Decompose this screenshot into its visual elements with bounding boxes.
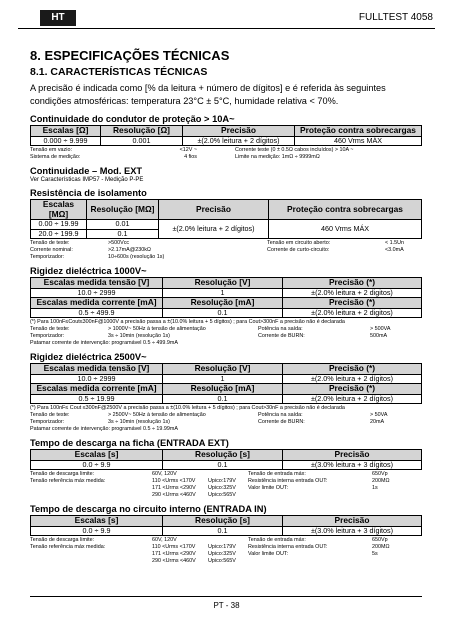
discharge-ext-notes bbox=[30, 471, 422, 499]
table-cell: 1 bbox=[163, 374, 283, 384]
note: Sistema de medição: bbox=[30, 154, 81, 160]
note: 110 <Urms <170V bbox=[152, 478, 196, 484]
table-cell: 20.0 ÷ 199.9 bbox=[31, 229, 87, 239]
dielectric-1000-table bbox=[30, 277, 422, 318]
table-cell: 0.0 ÷ 9.9 bbox=[31, 460, 163, 470]
note: Tensão em vazio: bbox=[30, 147, 72, 153]
note: Corrente nominal: bbox=[30, 247, 73, 253]
table-cell: 0.000 ÷ 9.999 bbox=[31, 136, 101, 146]
note: Resistência interna entrada OUT: bbox=[248, 544, 328, 550]
continuity-notes bbox=[30, 147, 422, 161]
note: Upico:325V bbox=[208, 551, 236, 557]
note: Tensão em circuito aberto: bbox=[267, 240, 331, 246]
note: Upico:565V bbox=[208, 558, 236, 564]
footnote: (*) Para 100nF≤ Cout ≤300nF@2500V a precisão passa a ±(10.0% leitura + 5 dígitos) ; para Cout>30nF a precisão não é declarada bbox=[30, 405, 345, 411]
table-cell: 0.00 ÷ 19.99 bbox=[31, 220, 87, 230]
note: 3s ÷ 10min (resolução 1s) bbox=[108, 419, 170, 425]
table-cell: 0.1 bbox=[163, 394, 283, 404]
table-header: Resolução [Ω] bbox=[101, 126, 183, 137]
dielectric-2500-heading: Rigidez dieléctrica 2500V~ bbox=[30, 352, 147, 362]
note: 10÷600s (resolução 1s) bbox=[108, 254, 165, 260]
note: 290 <Urms <460V bbox=[152, 558, 196, 564]
note: 171 <Urms <290V bbox=[152, 485, 196, 491]
note: 60V, 120V bbox=[152, 537, 177, 543]
table-header: Precisão bbox=[283, 516, 422, 527]
note: Tensão de teste: bbox=[30, 412, 70, 418]
table-header: Escalas [MΩ] bbox=[31, 200, 87, 220]
table-header: Precisão bbox=[183, 126, 295, 137]
table-header: Escalas [Ω] bbox=[31, 126, 101, 137]
table-cell: 0.01 bbox=[87, 220, 159, 230]
discharge-in-heading: Tempo de descarga no circuito interno (ENTRADA IN) bbox=[30, 504, 267, 514]
note: 171 <Urms <290V bbox=[152, 551, 196, 557]
table-header: Precisão (*) bbox=[283, 278, 422, 289]
table-cell: 10.0 ÷ 2999 bbox=[31, 374, 163, 384]
note: Corrente de BURN: bbox=[258, 419, 305, 425]
header-rule bbox=[18, 28, 435, 29]
logo-text: HT bbox=[51, 12, 65, 23]
note: Tensão de entrada máx: bbox=[248, 471, 306, 477]
page-content bbox=[30, 48, 422, 565]
page-header bbox=[18, 10, 435, 32]
table-cell: ±(2.0% leitura + 2 digitos) bbox=[283, 308, 422, 318]
note: Temporizador: bbox=[30, 333, 65, 339]
note: Tensão referência máx medida: bbox=[30, 544, 106, 550]
continuity-table bbox=[30, 125, 422, 146]
note: Temporizador: bbox=[30, 419, 65, 425]
table-cell: 460 Vrms MÁX bbox=[295, 136, 422, 146]
note: Tensão referência máx medida: bbox=[30, 478, 106, 484]
note: Upico:325V bbox=[208, 485, 236, 491]
note: 1s bbox=[372, 485, 378, 491]
note: Tensão de teste: bbox=[30, 326, 70, 332]
note: 60V, 120V bbox=[152, 471, 177, 477]
table-header: Precisão (*) bbox=[283, 298, 422, 309]
insulation-heading: Resistência de isolamento bbox=[30, 188, 147, 198]
mod-ext-heading: Continuidade – Mod. EXT bbox=[30, 166, 143, 176]
footnote: (*) Para 100nF≤Cout≤300nF@1000V a precisão passa a ±(10.0% leitura + 5 dígitos) ; para Cout>300nF a precisão não é declarada bbox=[30, 319, 345, 325]
note: 650Vp bbox=[372, 471, 388, 477]
table-cell: ±(2.0% leitura + 2 dígitos) bbox=[183, 136, 295, 146]
note: Tensão de descarga limite: bbox=[30, 537, 95, 543]
note: 650Vp bbox=[372, 537, 388, 543]
table-cell: 0.001 bbox=[101, 136, 183, 146]
note: <12V ~ bbox=[179, 147, 197, 153]
note: > 2500V~ 50Hz à tensão de alimentação bbox=[108, 412, 206, 418]
note: Limite na medição: 1mΩ ÷ 9999mΩ bbox=[235, 154, 320, 160]
note: Tensão de entrada máx: bbox=[248, 537, 306, 543]
note: Valor limite OUT: bbox=[248, 485, 289, 491]
note: 3s ÷ 10min (resolução 1s) bbox=[108, 333, 170, 339]
table-header: Proteção contra sobrecargas bbox=[269, 200, 422, 220]
note: Upico:179V bbox=[208, 478, 236, 484]
note: > 50VA bbox=[370, 412, 388, 418]
table-cell: 0.5 ÷ 499.9 bbox=[31, 308, 163, 318]
discharge-ext-heading: Tempo de descarga na ficha (ENTRADA EXT) bbox=[30, 438, 229, 448]
section-subtitle: 8.1. CARACTERÍSTICAS TÉCNICAS bbox=[30, 66, 208, 78]
note bbox=[30, 551, 152, 558]
note: 290 <Urms <460V bbox=[152, 492, 196, 498]
note: Temporizador: bbox=[30, 254, 65, 260]
note: 20mA bbox=[370, 419, 385, 425]
footer-rule bbox=[30, 596, 422, 597]
insulation-table bbox=[30, 199, 422, 239]
dielectric-2500-table bbox=[30, 363, 422, 404]
mod-ext-sub: Ver Características IMP57 - Medição P-PE bbox=[30, 177, 144, 183]
note: Corrente de curto-circuito: bbox=[267, 247, 330, 253]
table-cell: 0.5 ÷ 19.99 bbox=[31, 394, 163, 404]
ht-logo bbox=[40, 10, 76, 26]
note: > 500VA bbox=[370, 326, 391, 332]
note: < 1.5Un bbox=[385, 240, 405, 246]
note: > 1000V~ 50Hz à tensão de alimentação bbox=[108, 326, 206, 332]
note: Upico:179V bbox=[208, 544, 236, 550]
discharge-in-table bbox=[30, 515, 422, 536]
table-header: Precisão (*) bbox=[283, 384, 422, 395]
note: Upico:565V bbox=[208, 492, 236, 498]
table-header: Escalas [s] bbox=[31, 516, 163, 527]
intro-paragraph: A precisão é indicada como [% da leitura + número de dígitos] e é referida às seguintes condições atmosféricas: temperatura 23°C ± 5°C, humidade relativa < 70%. bbox=[30, 83, 386, 106]
table-header: Resolução [s] bbox=[163, 516, 283, 527]
table-cell: 1 bbox=[163, 288, 283, 298]
table-header: Escalas medida corrente [mA] bbox=[31, 298, 163, 309]
page-number: PT - 38 bbox=[213, 601, 240, 610]
table-cell: ±(3.0% leitura + 3 dígitos) bbox=[283, 526, 422, 536]
dielectric-2500-notes bbox=[30, 405, 422, 433]
table-cell: 10.0 ÷ 2999 bbox=[31, 288, 163, 298]
table-header: Resolução [V] bbox=[163, 278, 283, 289]
note: Tensão de descarga limite: bbox=[30, 471, 95, 477]
table-header: Precisão bbox=[283, 450, 422, 461]
insulation-notes bbox=[30, 240, 422, 261]
table-header: Resolução [mA] bbox=[163, 298, 283, 309]
table-header: Precisão bbox=[159, 200, 269, 220]
table-cell: 0.1 bbox=[163, 526, 283, 536]
section-title: 8. ESPECIFICAÇÕES TÉCNICAS bbox=[30, 48, 230, 63]
continuity-heading: Continuidade do condutor de proteção > 10A~ bbox=[30, 114, 235, 124]
table-cell: ±(2.0% leitura + 2 dígitos) bbox=[283, 394, 422, 404]
table-cell: 0.1 bbox=[87, 229, 159, 239]
note: 4 fios bbox=[184, 154, 197, 160]
table-header: Proteção contra sobrecargas bbox=[295, 126, 422, 137]
note: <3.0mA bbox=[385, 247, 404, 253]
table-cell: ±(2.0% leitura + 2 dígitos) bbox=[283, 374, 422, 384]
note: 500mA bbox=[370, 333, 388, 339]
table-cell: 0.1 bbox=[163, 460, 283, 470]
note: Potência na saída: bbox=[258, 326, 303, 332]
note bbox=[30, 558, 152, 565]
discharge-ext-table bbox=[30, 449, 422, 470]
note: 200MΩ bbox=[372, 544, 390, 550]
table-header: Escalas [s] bbox=[31, 450, 163, 461]
table-header: Escalas medida tensão [V] bbox=[31, 364, 163, 375]
table-cell: 460 Vrms MÁX bbox=[269, 220, 422, 239]
note: 5s bbox=[372, 551, 378, 557]
note: Corrente de BURN: bbox=[258, 333, 305, 339]
dielectric-1000-notes bbox=[30, 319, 422, 347]
note bbox=[30, 492, 152, 499]
note: >500Vcc bbox=[108, 240, 130, 246]
note: Patamar corrente de intervenção: programável 0.5 ÷ 499.9mA bbox=[30, 340, 178, 346]
table-cell: 0.1 bbox=[163, 308, 283, 318]
note: 200MΩ bbox=[372, 478, 390, 484]
note: 110 <Urms <170V bbox=[152, 544, 196, 550]
dielectric-1000-heading: Rigidez dieléctrica 1000V~ bbox=[30, 266, 147, 276]
table-header: Resolução [V] bbox=[163, 364, 283, 375]
table-header: Escalas medida corrente [mA] bbox=[31, 384, 163, 395]
table-cell: ±(2.0% leitura + 2 digitos) bbox=[283, 288, 422, 298]
table-cell: ±(2.0% leitura + 2 dígitos) bbox=[159, 220, 269, 239]
table-header: Resolução [MΩ] bbox=[87, 200, 159, 220]
table-cell: ±(3.0% leitura + 3 dígitos) bbox=[283, 460, 422, 470]
table-header: Resolução [mA] bbox=[163, 384, 283, 395]
table-cell: 0.0 ÷ 9.9 bbox=[31, 526, 163, 536]
note: Corrente teste (0 ± 0.5Ω cabos incluídos) > 10A ~ bbox=[235, 147, 354, 153]
note: Tensão de teste: bbox=[30, 240, 70, 246]
note: Potência na saída: bbox=[258, 412, 303, 418]
note bbox=[30, 485, 152, 492]
model-name: FULLTEST 4058 bbox=[358, 12, 433, 23]
note: Patamar corrente de intervenção: programável 0.5 ÷ 19.99mA bbox=[30, 426, 178, 432]
note: >2.17mA@230kΩ bbox=[108, 247, 151, 253]
table-header: Precisão (*) bbox=[283, 364, 422, 375]
discharge-in-notes bbox=[30, 537, 422, 565]
note: Valor limite OUT: bbox=[248, 551, 289, 557]
table-header: Resolução [s] bbox=[163, 450, 283, 461]
note: Resistência interna entrada OUT: bbox=[248, 478, 328, 484]
table-header: Escalas medida tensão [V] bbox=[31, 278, 163, 289]
